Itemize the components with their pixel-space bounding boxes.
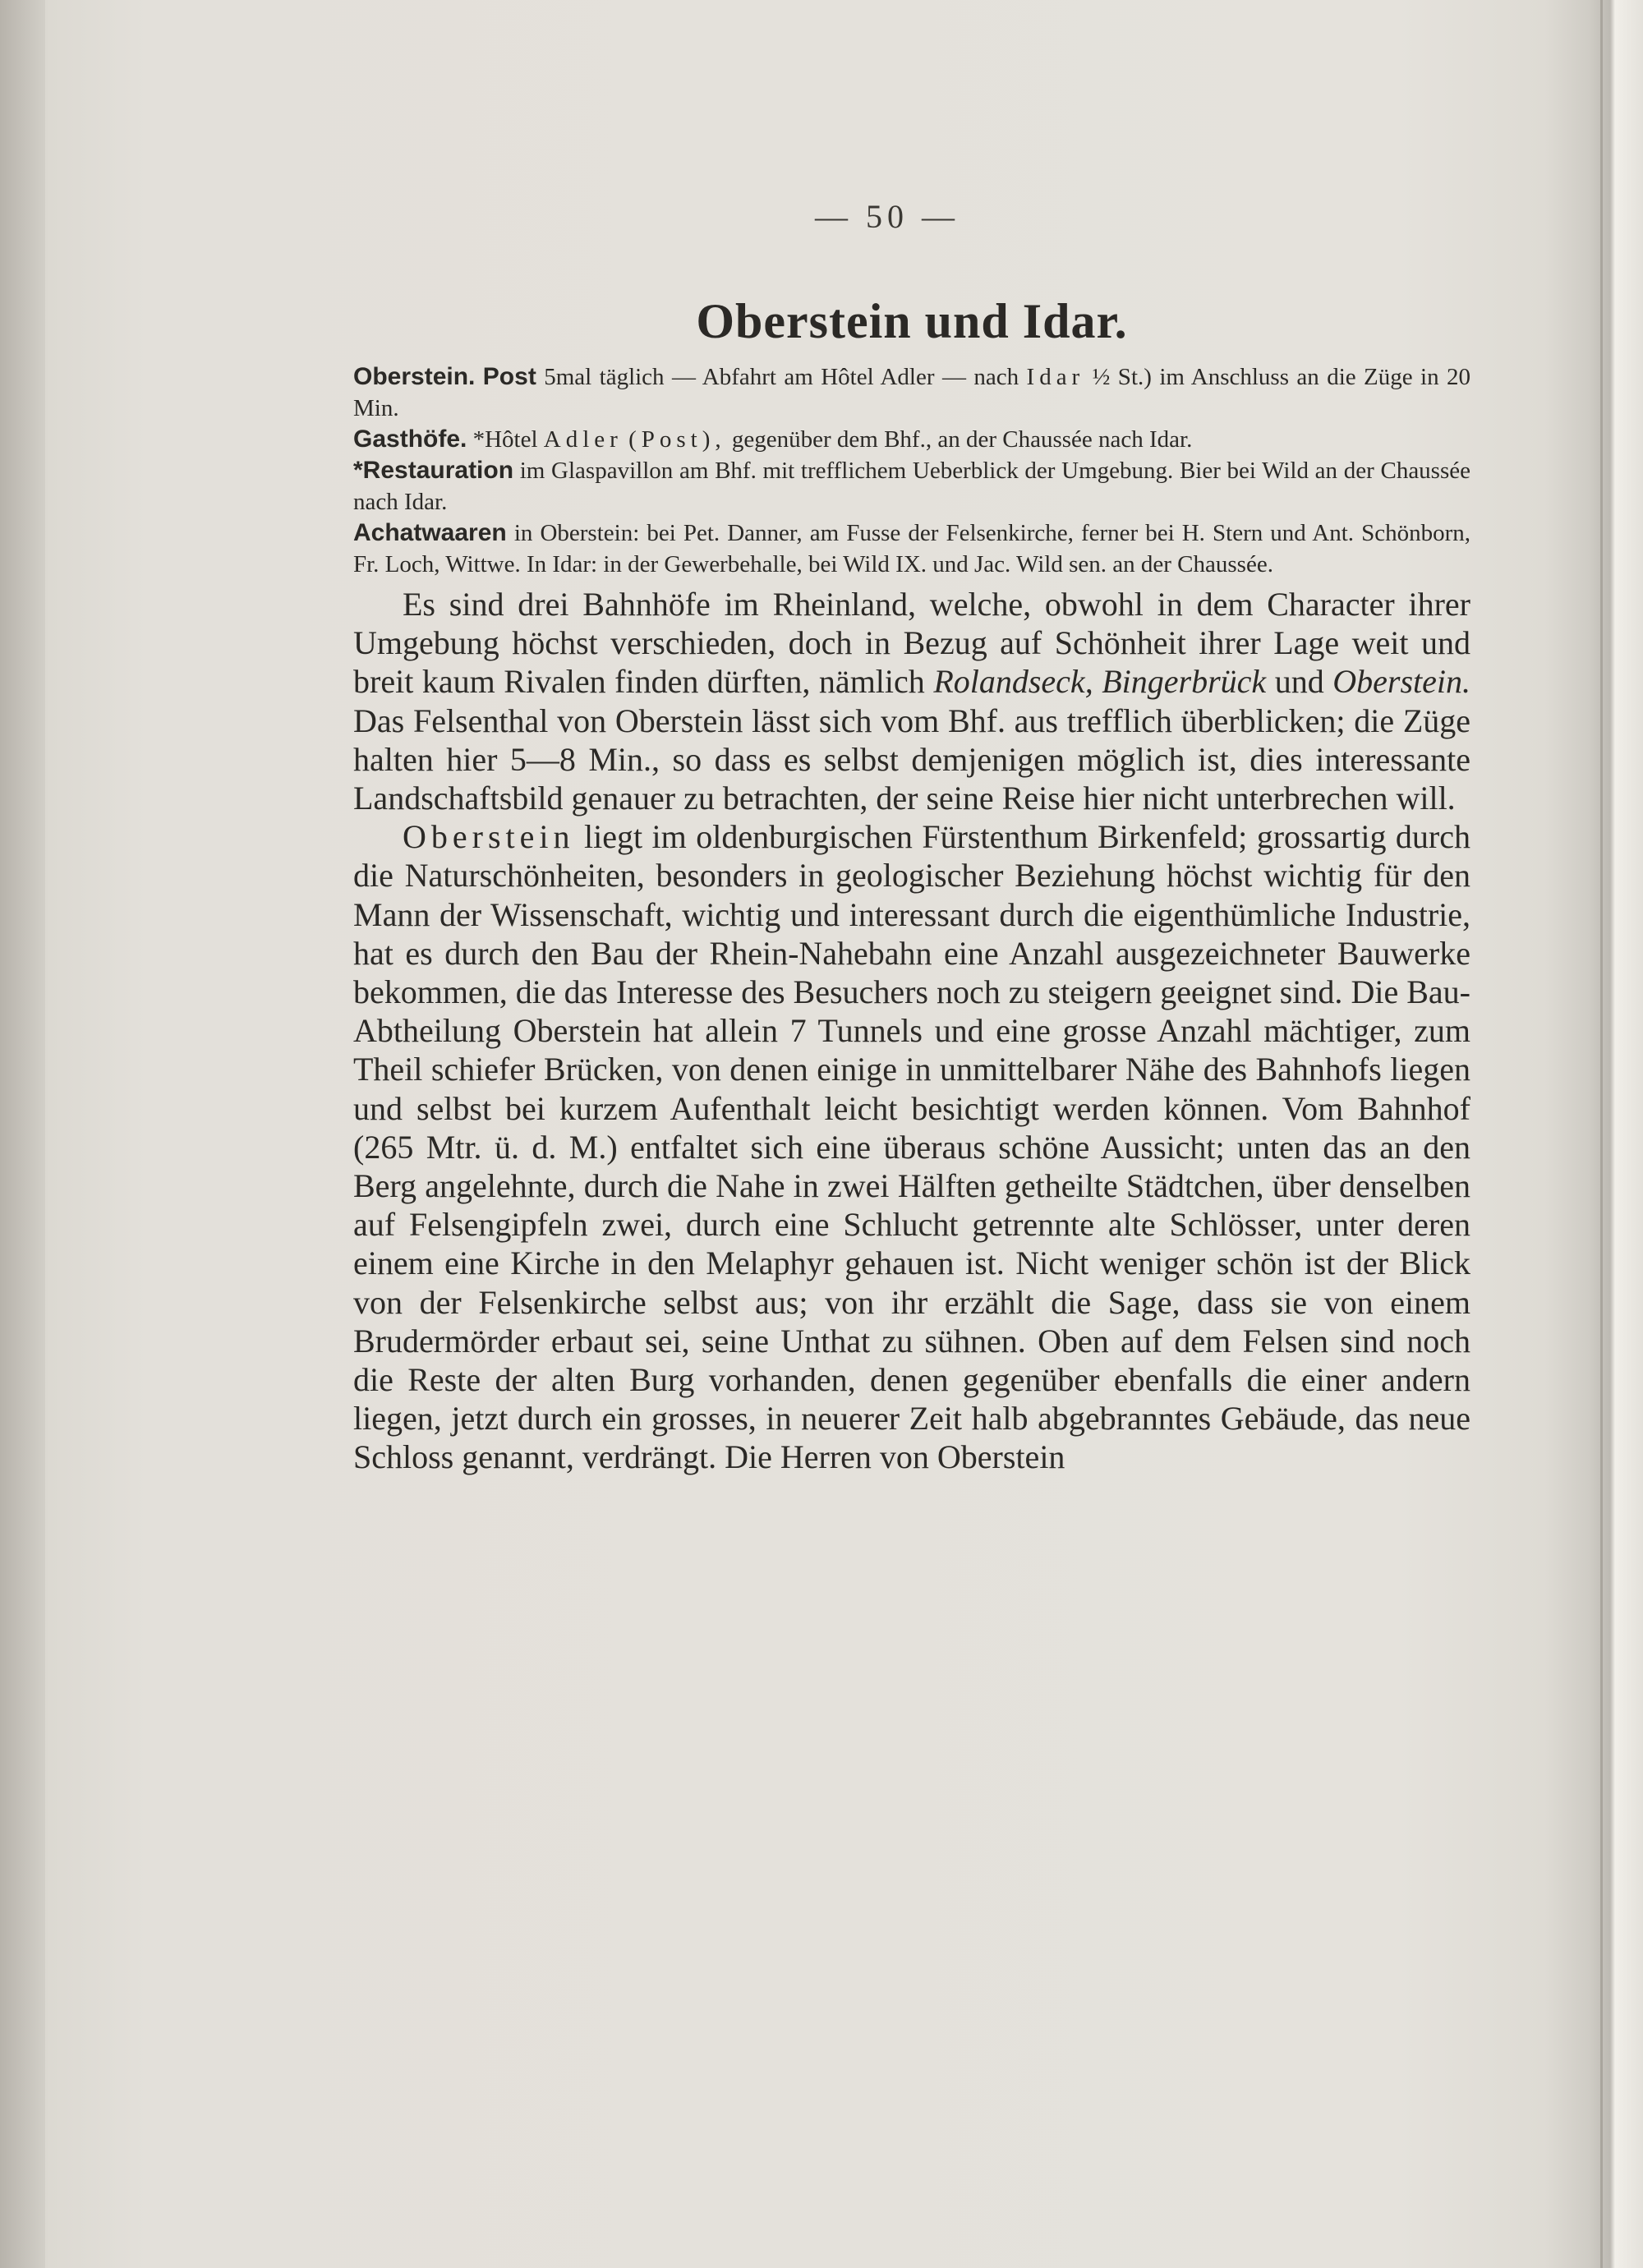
achatwaaren-text: in Oberstein: bei Pet. Danner, am Fusse der Felsenkirche, ferner bei H. Stern und Ant. Schönborn, Fr. Loch, Wittwe. In Idar: in der Gewerbehalle, bei Wild IX. und Jac. Wild sen. an der Chaussée. xyxy=(353,520,1470,577)
post-place: Oberstein. xyxy=(353,363,476,390)
post-text-2: ½ St.) im Anschluss an die Züge in 20 Min. xyxy=(353,364,1471,421)
paragraph-1 xyxy=(353,585,1470,817)
achatwaaren-entry xyxy=(353,518,1470,580)
page-title: Oberstein und Idar. xyxy=(696,294,1128,348)
post-text: 5mal täglich — Abfahrt am Hôtel Adler — nach xyxy=(544,364,1019,390)
gasthoefe-star: *Hôtel xyxy=(472,426,538,453)
gasthoefe-paren: (Post), xyxy=(628,426,726,453)
post-destination: Idar xyxy=(1026,364,1085,390)
gasthoefe-label: Gasthöfe. xyxy=(353,426,467,453)
travel-info-block xyxy=(353,361,1470,580)
paragraph-1-und: und xyxy=(1274,663,1324,701)
restauration-entry xyxy=(353,455,1470,518)
gasthoefe-entry xyxy=(353,424,1470,455)
page-number: — 50 — xyxy=(815,198,960,235)
gasthoefe-text: gegenüber dem Bhf., an der Chaussée nach Idar. xyxy=(731,426,1193,453)
post-label: Post xyxy=(482,363,536,390)
place-rolandseck: Rolandseck, xyxy=(933,663,1093,701)
paragraph-1-intro: Es sind drei Bahnhöfe im Rheinland, welche, obwohl in dem Character ihrer Umgebung höchst verschieden, doch in Bezug auf Schönheit ihrer Lage weit und breit kaum Rivalen finden dürften, nämlich xyxy=(353,586,1470,701)
restauration-label: *Restauration xyxy=(353,457,514,484)
place-oberstein: Oberstein. xyxy=(1332,663,1470,701)
book-page xyxy=(353,197,1470,1477)
paragraph-2 xyxy=(353,817,1470,1476)
post-entry xyxy=(353,361,1470,424)
book-gutter xyxy=(0,0,45,2268)
place-bingerbrueck: Bingerbrück xyxy=(1102,663,1267,701)
paragraph-1-rest: Das Felsenthal von Oberstein lässt sich vom Bhf. aus trefflich überblicken; die Züge halten hier 5—8 Min., so dass es selbst demjenigen möglich ist, dies interessante Landschaftsbild genauer zu betrachten, der seine Reise hier nicht unterbrechen will. xyxy=(353,702,1470,817)
page-edge xyxy=(1600,0,1603,2268)
restauration-text: im Glaspavillon am Bhf. mit trefflichem Ueberblick der Umgebung. Bier bei Wild an der Chaussée nach Idar. xyxy=(353,458,1470,515)
main-text xyxy=(353,585,1470,1477)
achatwaaren-label: Achatwaaren xyxy=(353,519,507,546)
paragraph-2-text: liegt im oldenburgischen Fürstenthum Birkenfeld; grossartig durch die Naturschönheiten, besonders in geologischer Beziehung höchst wichtig für den Mann der Wissenschaft, wichtig und interessant durch die eigenthümliche Industrie, hat es durch den Bau der Rhein-Nahebahn eine Anzahl ausgezeichneter Bauwerke bekommen, die das Interesse des Besuchers noch zu steigern geeignet sind. Die Bau-Abtheilung Oberstein hat allein 7 Tunnels und eine grosse Anzahl mächtiger, zum Theil schiefer Brücken, von denen einige in unmittelbarer Nähe des Bahnhofs liegen und selbst bei kurzem Aufenthalt leicht besichtigt werden können. Vom Bahnhof (265 Mtr. ü. d. M.) entfaltet sich eine überaus schöne Aussicht; unten das an den Berg angelehnte, durch die Nahe in zwei Hälften getheilte Städtchen, über denselben auf Felsengipfeln zwei, durch eine Schlucht getrennte alte Schlösser, unter deren einem eine Kirche in den Melaphyr gehauen ist. Nicht weniger schön ist der Blick von der Felsenkirche selbst aus; von ihr erzählt die Sage, dass sie von einem Brudermörder erbaut sei, seine Unthat zu sühnen. Oben auf dem Felsen sind noch die Reste der alten Burg vorhanden, denen gegenüber ebenfalls die einer andern liegen, jetzt durch ein grosses, in neuerer Zeit halb abgebranntes Gebäude, das neue Schloss genannt, verdrängt. Die Herren von Oberstein xyxy=(353,818,1470,1476)
gasthoefe-name: Adler xyxy=(543,426,623,453)
paragraph-2-lead: Oberstein xyxy=(403,818,575,856)
